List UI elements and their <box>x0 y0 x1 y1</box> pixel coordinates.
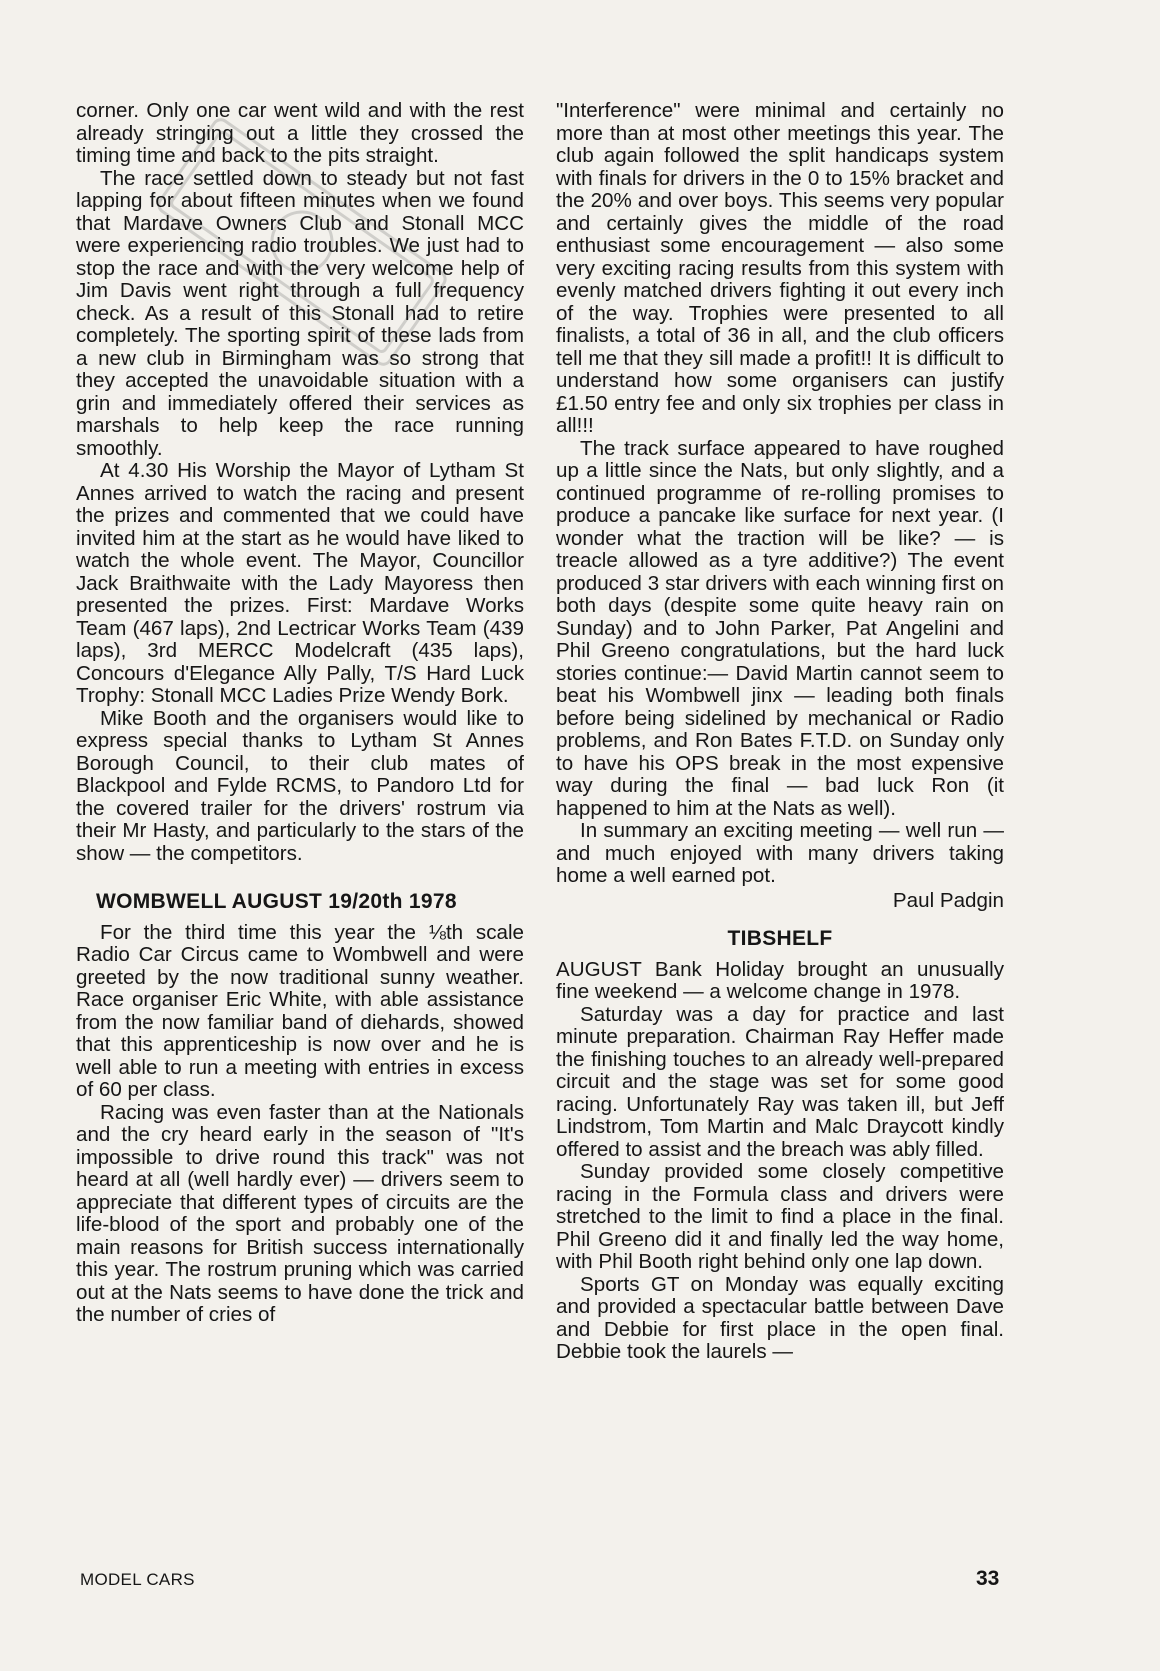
right-column <box>556 100 1004 1364</box>
section-heading-wombwell: WOMBWELL AUGUST 19/20th 1978 <box>96 890 457 913</box>
article-paragraph: The track surface appeared to have roughed up a little since the Nats, but only slightly, and a continued programme of re-rolling promises to produce a pancake like surface for next year. (I wonder what the traction will be like? — is treacle allowed as a tyre additive?) The event produced 3 star drivers with each winning first on both days (despite some quite heavy rain on Sunday) and to John Parker, Pat Angelini and Phil Greeno congratulations, but the hard luck stories continue:— David Martin cannot seem to beat his Wombwell jinx — leading both finals before being sidelined by mechanical or Radio problems, and Ron Bates F.T.D. on Sunday only to have his OPS break in the most expensive way during the final — bad luck Ron (it happened to him at the Nats as well). <box>556 436 1004 820</box>
article-paragraph: Sports GT on Monday was equally exciting and provided a spectacular battle between Dave and Debbie for first place in the open final. Debbie took the laurels — <box>556 1272 1004 1363</box>
article-paragraph: Mike Booth and the organisers would like to express special thanks to Lytham St Annes Borough Council, to their club mates of Blackpool and Fylde RCMS, to Pandoro Ltd for the covered trailer for the drivers' rostrum via their Mr Hasty, and particularly to the stars of the show — the competitors. <box>76 706 524 865</box>
section-heading-tibshelf: TIBSHELF <box>727 927 833 950</box>
article-paragraph: "Interference" were minimal and certainly no more than at most other meetings this year. The club again followed the split handicaps system with finals for drivers in the 0 to 15% bracket and the 20% and over boys. This seems very popular and certainly gives the middle of the road enthusiast some encouragement — also some very exciting racing results from this system with evenly matched drivers fighting it out every inch of the way. Trophies were presented to all finalists, a total of 36 in all, and the club officers tell me that they sill made a profit!! It is difficult to understand how some organisers can justify £1.50 entry fee and only six trophies per class in all!!! <box>556 99 1004 437</box>
author-signature: Paul Padgin <box>892 888 1004 912</box>
footer-magazine-name: MODEL CARS <box>80 1570 195 1589</box>
article-paragraph: Saturday was a day for practice and last minute preparation. Chairman Ray Heffer made the finishing touches to an already well-prepared circuit and the stage was set for some good racing. Unfortunately Ray was taken ill, but Jeff Lindstrom, Tom Martin and Malc Draycott kindly offered to assist and the breach was ably filled. <box>556 1002 1004 1161</box>
article-paragraph: Racing was even faster than at the Nationals and the cry heard early in the season of "It's impossible to drive round this track" was not heard at all (well hardly ever) — drivers seem to appreciate that different types of circuits are the life-blood of the sport and probably one of the main reasons for British success internationally this year. The rostrum pruning which was carried out at the Nats seems to have done the trick and the number of cries of <box>76 1100 524 1326</box>
page-number: 33 <box>976 1567 1000 1590</box>
article-paragraph: Sunday provided some closely competitive racing in the Formula class and drivers were stretched to the limit to find a place in the final. Phil Greeno did it and finally led the way home, with Phil Booth right behind only one lap down. <box>556 1160 1004 1273</box>
article-paragraph: At 4.30 His Worship the Mayor of Lytham St Annes arrived to watch the racing and present the prizes and commented that we could have invited him at the start as he would have liked to watch the whole event. The Mayor, Councillor Jack Braithwaite with the Lady Mayoress then presented the prizes. First: Mardave Works Team (467 laps), 2nd Lectricar Works Team (439 laps), 3rd MERCC Modelcraft (435 laps), Concours d'Elegance Ally Pally, T/S Hard Luck Trophy: Stonall MCC Ladies Prize Wendy Bork. <box>76 459 524 707</box>
left-column <box>76 100 524 1327</box>
article-paragraph: In summary an exciting meeting — well run — and much enjoyed with many drivers taking home a well earned pot. <box>556 819 1004 887</box>
article-paragraph: corner. Only one car went wild and with the rest already stringing out a little they crossed the timing time and back to the pits straight. <box>76 99 524 167</box>
article-paragraph: AUGUST Bank Holiday brought an unusually fine weekend — a welcome change in 1978. <box>556 957 1004 1003</box>
article-paragraph: The race settled down to steady but not fast lapping for about fifteen minutes when we found that Mardave Owners Club and Stonall MCC were experiencing radio troubles. We just had to stop the race and with the very welcome help of Jim Davis went right through a full frequency check. As a result of this Stonall had to retire completely. The sporting spirit of these lads from a new club in Birmingham was so strong that they accepted the unavoidable situation with a grin and immediately offered their services as marshals to help keep the race running smoothly. <box>76 166 524 460</box>
article-paragraph: For the third time this year the ⅛th scale Radio Car Circus came to Wombwell and were greeted by the now traditional sunny weather. Race organiser Eric White, with able assistance from the now familiar band of diehards, showed that this apprenticeship is now over and he is well able to run a meeting with entries in excess of 60 per class. <box>76 920 524 1101</box>
